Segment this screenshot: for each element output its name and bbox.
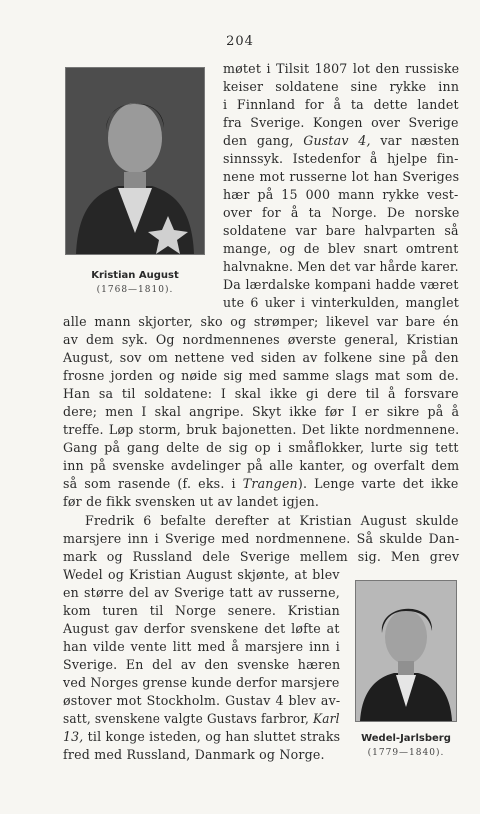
text-line — [63, 421, 459, 438]
text-segment: sinnssyk. Istedenfor å hjelpe fin- — [223, 151, 459, 166]
text-segment: fra Sverige. Kongen over Sverige — [223, 115, 459, 130]
italic-text: Karl — [313, 711, 340, 726]
text-segment: ved Norges grense kunde derfor marsjere — [63, 675, 340, 690]
text-line — [63, 584, 340, 601]
italic-text: 13, — [63, 729, 84, 744]
text-line — [223, 114, 459, 131]
text-line — [63, 710, 340, 727]
text-segment: en større del av Sverige tatt av russerne, — [63, 585, 340, 600]
text-segment: Han sa til soldatene: I skal ikke gi dere til å forsvare — [63, 386, 459, 401]
text-line — [63, 674, 340, 691]
italic-text: Trangen — [242, 476, 298, 491]
text-line — [223, 60, 459, 77]
text-segment: Gang på gang delte de sig op i småflokker, lurte sig tett — [63, 440, 459, 455]
text-segment: kom turen til Norge senere. Kristian — [63, 603, 340, 618]
portrait-name: Kristian August — [91, 270, 179, 281]
text-segment: Fredrik 6 befalte derefter at Kristian August skulde — [85, 513, 459, 528]
text-segment: mark og Russland dele Sverige mellem sig. Men grev — [63, 549, 460, 564]
portrait-caption-wedel-jarlsberg — [350, 731, 462, 761]
portrait-caption-kristian-august — [60, 268, 210, 298]
text-segment: frosne jorden og nøide sig med samme slags mat som de. — [63, 368, 459, 383]
text-line — [223, 168, 459, 185]
text-segment: mange, og de blev snart omtrent — [223, 241, 459, 256]
text-segment: treffe. Løp storm, bruk bajonetten. Det likte nordmennene. — [63, 422, 460, 437]
text-segment: August gav derfor svenskene det løfte at — [63, 621, 340, 636]
text-segment: den gang, — [223, 133, 304, 148]
portrait-years: (1779—1840). — [367, 748, 445, 758]
text-segment: nene mot russerne lot han Sveriges — [223, 169, 460, 184]
text-segment: møtet i Tilsit 1807 lot den russiske — [223, 61, 460, 76]
text-segment: Wedel og Kristian August skjønte, at blev — [63, 567, 340, 582]
text-line — [63, 475, 459, 492]
text-segment: ). Lenge varte det ikke — [297, 476, 459, 491]
text-line — [223, 294, 459, 311]
text-segment: så som rasende (f. eks. i — [63, 476, 243, 491]
text-line — [63, 566, 340, 583]
text-segment: til konge isteden, og han sluttet straks — [83, 729, 341, 744]
text-segment: Da lærdalske kompani hadde været — [223, 277, 459, 292]
text-segment: soldatene var bare halvparten så — [223, 223, 459, 238]
text-line — [223, 186, 459, 203]
text-line — [223, 78, 459, 95]
page-number: 204 — [226, 34, 254, 49]
text-segment: inn på svenske avdelinger på alle kanter, og overfalt dem — [63, 458, 460, 473]
text-line — [63, 638, 340, 655]
text-line — [223, 96, 459, 113]
text-segment: av dem syk. Og nordmennenes øverste general, Kristian — [63, 332, 459, 347]
text-line — [63, 530, 459, 547]
text-segment: halvnakne. Men det var hårde karer. — [223, 259, 459, 274]
text-line — [63, 313, 459, 330]
text-line — [223, 276, 459, 293]
text-line — [63, 692, 340, 709]
text-line — [63, 620, 340, 637]
text-segment: alle mann skjorter, sko og strømper; likevel var bare én — [63, 314, 459, 329]
text-segment: han vilde vente litt med å marsjere inn i — [63, 639, 341, 654]
text-line — [223, 150, 459, 167]
text-segment: ute 6 uker i vinterkulden, manglet — [223, 295, 460, 310]
text-line — [63, 439, 459, 456]
text-line — [223, 132, 459, 149]
text-line — [63, 331, 459, 348]
text-line — [223, 240, 459, 257]
text-line — [63, 656, 340, 673]
portrait-name: Wedel-Jarlsberg — [361, 733, 451, 744]
text-segment: før de fikk svensken ut av landet igjen. — [63, 494, 320, 509]
text-segment: var næsten — [370, 133, 460, 148]
text-segment: østover mot Stockholm. Gustav 4 blev av- — [63, 693, 341, 708]
text-line — [63, 746, 325, 763]
text-segment: over for å ta Norge. De norske — [223, 205, 460, 220]
text-line — [63, 728, 340, 745]
text-line — [63, 349, 459, 366]
text-line — [63, 512, 459, 529]
portrait-years: (1768—1810). — [96, 285, 174, 295]
text-segment: August, sov om nettene ved siden av folkene sine på den — [63, 350, 459, 365]
text-segment: satt, svenskene valgte Gustavs farbror, — [63, 711, 314, 726]
text-segment: keiser soldatene sine rykke inn — [223, 79, 460, 94]
text-segment: fred med Russland, Danmark og Norge. — [63, 747, 325, 762]
text-line — [63, 403, 459, 420]
text-line — [223, 258, 459, 275]
text-line — [63, 385, 459, 402]
text-segment: Sverige. En del av den svenske hæren — [63, 657, 341, 672]
italic-text: Gustav 4, — [303, 133, 371, 148]
text-segment: dere; men I skal angripe. Skyt ikke før I er sikre på å — [63, 404, 460, 419]
text-segment: marsjere inn i Sverige med nordmennene. Så skulde Dan- — [63, 531, 460, 546]
portrait-kristian-august — [65, 67, 205, 255]
text-line — [63, 367, 459, 384]
text-line — [223, 204, 459, 221]
text-line — [63, 457, 459, 474]
text-segment: i Finnland for å ta dette landet — [223, 97, 459, 112]
text-line — [63, 602, 340, 619]
text-line — [63, 548, 459, 565]
text-line — [63, 493, 319, 510]
text-segment: hær på 15 000 mann rykke vest- — [223, 187, 459, 202]
portrait-wedel-jarlsberg — [355, 580, 457, 722]
text-line — [223, 222, 459, 239]
